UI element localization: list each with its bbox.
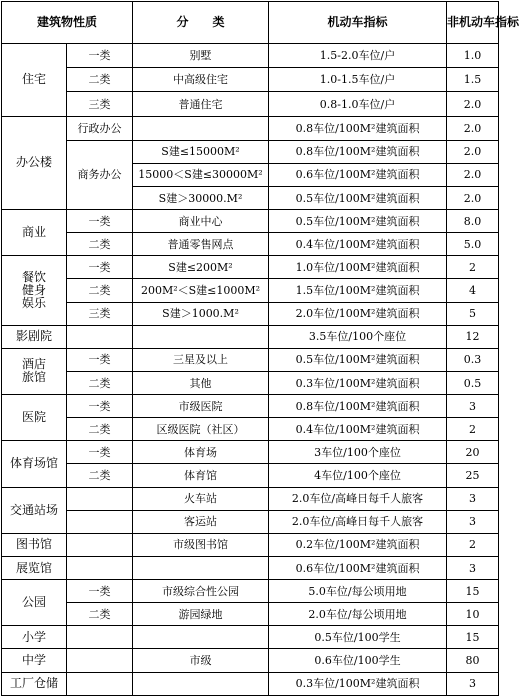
- category-cell: 普通住宅: [133, 92, 269, 116]
- motor-cell: 4车位/100个座位: [269, 464, 447, 487]
- table-row: [2, 44, 499, 68]
- table-row: [2, 418, 499, 441]
- nonmotor-cell: 3: [447, 510, 499, 533]
- category-cell: 游园绿地: [133, 603, 269, 626]
- group-primary-school: 小学: [2, 626, 67, 649]
- sub-category: 二类: [67, 464, 133, 487]
- sub-category: 一类: [67, 256, 133, 279]
- table-row: [2, 325, 499, 348]
- table-row: [2, 68, 499, 92]
- nonmotor-cell: 1.0: [447, 44, 499, 68]
- nonmotor-cell: 12: [447, 325, 499, 348]
- nonmotor-cell: 2: [447, 256, 499, 279]
- header-row: [2, 2, 499, 44]
- table-row: [2, 603, 499, 626]
- sub-category: [67, 649, 133, 672]
- nonmotor-cell: 2.0: [447, 92, 499, 116]
- motor-cell: 0.8车位/100M²建筑面积: [269, 395, 447, 418]
- sub-category: 二类: [67, 68, 133, 92]
- motor-cell: 5.0车位/每公顷用地: [269, 580, 447, 603]
- category-cell: [133, 672, 269, 695]
- table-row: [2, 210, 499, 233]
- sub-category: [67, 556, 133, 579]
- header-category: 分 类: [133, 2, 269, 44]
- sub-category: 一类: [67, 441, 133, 464]
- category-cell: 普通零售网点: [133, 233, 269, 256]
- nonmotor-cell: 2.0: [447, 116, 499, 140]
- table-row: [2, 464, 499, 487]
- sub-category: [67, 672, 133, 695]
- motor-cell: 0.8-1.0车位/户: [269, 92, 447, 116]
- category-cell: S建＞30000.M²: [133, 186, 269, 209]
- category-cell: 区级医院（社区）: [133, 418, 269, 441]
- table-row: [2, 140, 499, 163]
- nonmotor-cell: 10: [447, 603, 499, 626]
- category-cell: 体育馆: [133, 464, 269, 487]
- table-row: [2, 580, 499, 603]
- category-cell: 商业中心: [133, 210, 269, 233]
- category-cell: [133, 626, 269, 649]
- nonmotor-cell: 5.0: [447, 233, 499, 256]
- sub-category: 二类: [67, 371, 133, 394]
- table-row: [2, 556, 499, 579]
- nonmotor-cell: 2.0: [447, 186, 499, 209]
- category-cell: 三星及以上: [133, 348, 269, 371]
- motor-cell: 2.0车位/每公顷用地: [269, 603, 447, 626]
- sub-category: 二类: [67, 279, 133, 302]
- motor-cell: 0.4车位/100M²建筑面积: [269, 418, 447, 441]
- table-row: [2, 672, 499, 695]
- sub-category: 三类: [67, 92, 133, 116]
- sub-category: [67, 533, 133, 556]
- nonmotor-cell: 2.0: [447, 140, 499, 163]
- group-factory: 工厂仓储: [2, 672, 67, 695]
- motor-cell: 0.2车位/100M²建筑面积: [269, 533, 447, 556]
- table-row: [2, 441, 499, 464]
- motor-cell: 3车位/100个座位: [269, 441, 447, 464]
- table-row: [2, 116, 499, 140]
- group-transport: 交通站场: [2, 487, 67, 533]
- header-motor: 机动车指标: [269, 2, 447, 44]
- group-dining: 餐饮健身娱乐: [2, 256, 67, 325]
- nonmotor-cell: 8.0: [447, 210, 499, 233]
- category-cell: [133, 556, 269, 579]
- category-cell: 其他: [133, 371, 269, 394]
- category-cell: 体育场: [133, 441, 269, 464]
- nonmotor-cell: 2: [447, 418, 499, 441]
- motor-cell: 0.5车位/100学生: [269, 626, 447, 649]
- category-cell: 200M²＜S建≤1000M²: [133, 279, 269, 302]
- nonmotor-cell: 3: [447, 672, 499, 695]
- office-subgroup-business: 商务办公: [67, 140, 133, 209]
- sub-category: 一类: [67, 580, 133, 603]
- nonmotor-cell: 5: [447, 302, 499, 325]
- nonmotor-cell: 3: [447, 556, 499, 579]
- motor-cell: 1.5车位/100M²建筑面积: [269, 279, 447, 302]
- nonmotor-cell: 2: [447, 533, 499, 556]
- category-cell: 市级综合性公园: [133, 580, 269, 603]
- category-cell: 中高级住宅: [133, 68, 269, 92]
- category-cell: 市级: [133, 649, 269, 672]
- motor-cell: 3.5车位/100个座位: [269, 325, 447, 348]
- group-office: 办公楼: [2, 116, 67, 210]
- sub-category: 一类: [67, 395, 133, 418]
- motor-cell: 0.6车位/100M²建筑面积: [269, 556, 447, 579]
- nonmotor-cell: 15: [447, 626, 499, 649]
- header-nonmotor: 非机动车指标: [447, 2, 499, 44]
- sub-category: [67, 487, 133, 510]
- table-row: [2, 626, 499, 649]
- category-cell: [133, 325, 269, 348]
- nonmotor-cell: 25: [447, 464, 499, 487]
- table-row: [2, 649, 499, 672]
- group-middle-school: 中学: [2, 649, 67, 672]
- nonmotor-cell: 80: [447, 649, 499, 672]
- sub-category: [67, 510, 133, 533]
- motor-cell: 2.0车位/高峰日每千人旅客: [269, 510, 447, 533]
- table-row: [2, 533, 499, 556]
- table-row: [2, 371, 499, 394]
- category-cell: 别墅: [133, 44, 269, 68]
- sub-category: 一类: [67, 348, 133, 371]
- motor-cell: 0.3车位/100M²建筑面积: [269, 672, 447, 695]
- sub-category: [67, 325, 133, 348]
- nonmotor-cell: 3: [447, 487, 499, 510]
- group-stadium: 体育场馆: [2, 441, 67, 487]
- table-row: [2, 348, 499, 371]
- sub-category: 三类: [67, 302, 133, 325]
- motor-cell: 0.8车位/100M²建筑面积: [269, 140, 447, 163]
- category-cell: 火车站: [133, 487, 269, 510]
- group-cinema: 影剧院: [2, 325, 67, 348]
- nonmotor-cell: 0.5: [447, 371, 499, 394]
- nonmotor-cell: 15: [447, 580, 499, 603]
- sub-category: 二类: [67, 418, 133, 441]
- table-row: [2, 279, 499, 302]
- table-row: [2, 233, 499, 256]
- sub-category: 一类: [67, 44, 133, 68]
- motor-cell: 0.5车位/100M²建筑面积: [269, 210, 447, 233]
- group-residential: 住宅: [2, 44, 67, 116]
- category-cell: [133, 116, 269, 140]
- motor-cell: 0.8车位/100M²建筑面积: [269, 116, 447, 140]
- category-cell: S建≤200M²: [133, 256, 269, 279]
- category-cell: 市级图书馆: [133, 533, 269, 556]
- motor-cell: 1.5-2.0车位/户: [269, 44, 447, 68]
- header-nature: 建筑物性质: [2, 2, 133, 44]
- nonmotor-cell: 4: [447, 279, 499, 302]
- table-row: [2, 92, 499, 116]
- table-row: [2, 510, 499, 533]
- table-row: [2, 256, 499, 279]
- motor-cell: 1.0-1.5车位/户: [269, 68, 447, 92]
- office-subgroup-admin: 行政办公: [67, 116, 133, 140]
- nonmotor-cell: 1.5: [447, 68, 499, 92]
- group-commercial: 商业: [2, 210, 67, 256]
- group-library: 图书馆: [2, 533, 67, 556]
- table-row: [2, 302, 499, 325]
- group-hotel: 酒店旅馆: [2, 348, 67, 394]
- parking-standards-table: [1, 1, 519, 696]
- group-exhibition: 展览馆: [2, 556, 67, 579]
- group-hospital: 医院: [2, 395, 67, 441]
- motor-cell: 0.3车位/100M²建筑面积: [269, 371, 447, 394]
- motor-cell: 0.4车位/100M²建筑面积: [269, 233, 447, 256]
- motor-cell: 2.0车位/100M²建筑面积: [269, 302, 447, 325]
- nonmotor-cell: 3: [447, 395, 499, 418]
- nonmotor-cell: 2.0: [447, 163, 499, 186]
- table-row: [2, 395, 499, 418]
- sub-category: 一类: [67, 210, 133, 233]
- category-cell: S建≤15000M²: [133, 140, 269, 163]
- sub-category: 二类: [67, 233, 133, 256]
- group-park: 公园: [2, 580, 67, 626]
- sub-category: 二类: [67, 603, 133, 626]
- motor-cell: 0.6车位/100学生: [269, 649, 447, 672]
- table-row: [2, 487, 499, 510]
- motor-cell: 0.5车位/100M²建筑面积: [269, 348, 447, 371]
- motor-cell: 0.6车位/100M²建筑面积: [269, 163, 447, 186]
- motor-cell: 0.5车位/100M²建筑面积: [269, 186, 447, 209]
- category-cell: 客运站: [133, 510, 269, 533]
- motor-cell: 1.0车位/100M²建筑面积: [269, 256, 447, 279]
- category-cell: S建＞1000.M²: [133, 302, 269, 325]
- motor-cell: 2.0车位/高峰日每千人旅客: [269, 487, 447, 510]
- nonmotor-cell: 20: [447, 441, 499, 464]
- nonmotor-cell: 0.3: [447, 348, 499, 371]
- category-cell: 15000＜S建≤30000M²: [133, 163, 269, 186]
- sub-category: [67, 626, 133, 649]
- category-cell: 市级医院: [133, 395, 269, 418]
